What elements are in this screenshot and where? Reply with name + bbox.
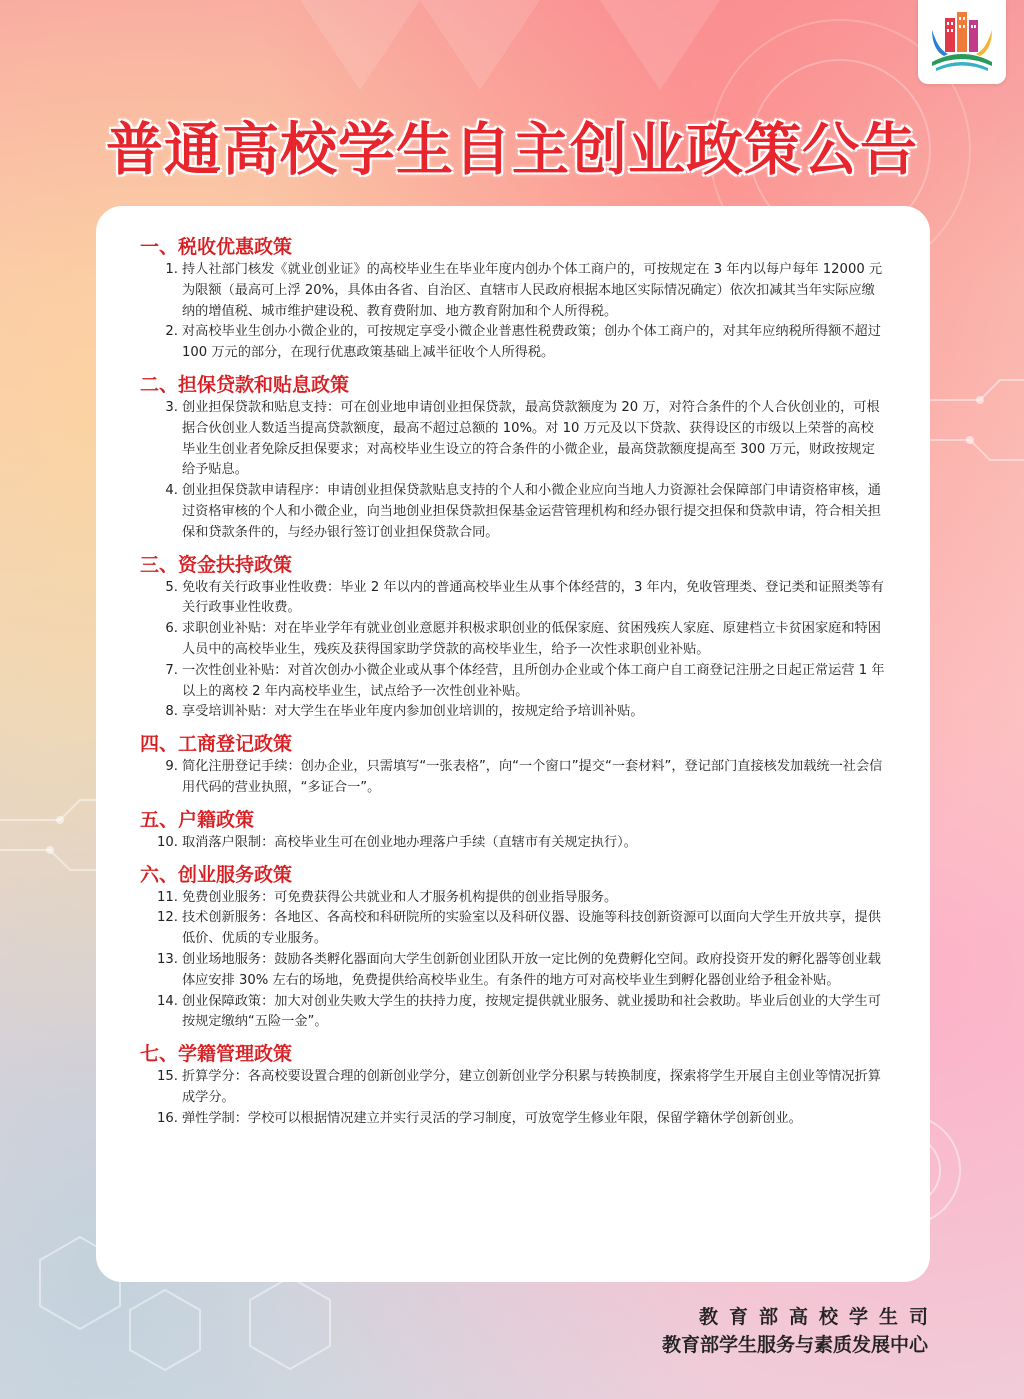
policy-item [140, 888, 886, 909]
section-funding [140, 552, 886, 724]
item-number: 14. [157, 993, 178, 1009]
item-text: 取消落户限制：高校毕业生可在创业地办理落户手续（直辖市有关规定执行）。 [182, 834, 637, 850]
policy-item [140, 619, 886, 661]
item-text: 持人社部门核发《就业创业证》的高校毕业生在毕业年度内创办个体工商户的，可按规定在 3 年内以每户每年 12000 元为限额（最高可上浮 20%，具体由各省、自治区、直辖市人民政府根据本地区实际情况确定）依次扣减其当年实际应缴纳的增值税、城市维护建设税、教育费附加、地方教育附加和个人所得税。 [182, 262, 883, 319]
policy-item [140, 260, 886, 322]
item-text: 一次性创业补贴：对首次创办小微企业或从事个体经营，且所创办企业或个体工商户自工商登记注册之日起正常运营 1 年以上的离校 2 年内高校毕业生，试点给予一次性创业补贴。 [182, 662, 885, 699]
item-text: 免收有关行政事业性收费：毕业 2 年以内的普通高校毕业生从事个体经营的，3 年内，免收管理类、登记类和证照类等有关行政事业性收费。 [182, 579, 884, 616]
item-number: 7. [165, 662, 178, 678]
policy-item [140, 661, 886, 703]
section-title: 一、税收优惠政策 [140, 236, 293, 258]
item-text: 求职创业补贴：对在毕业学年有就业创业意愿并积极求职创业的低保家庭、贫困残疾人家庭、原建档立卡贫困家庭和特困人员中的高校毕业生，残疾及获得国家助学贷款的高校毕业生，给予一次性求职创业补贴。 [182, 621, 881, 657]
policy-item [140, 398, 886, 481]
item-number: 11. [157, 889, 178, 905]
item-text: 简化注册登记手续：创办企业，只需填写“一张表格”，向“一个窗口”提交“一套材料”，登记部门直接核发加载统一社会信用代码的营业执照，“多证合一”。 [182, 759, 883, 795]
page-title: 普通高校学生自主创业政策公告 [106, 117, 918, 183]
item-text: 创业场地服务：鼓励各类孵化器面向大学生创新创业团队开放一定比例的免费孵化空间。政府投资开发的孵化器等创业载体应安排 30% 左右的场地，免费提供给高校毕业生。有条件的地方可对高校毕业生到孵化器创业给予租金补贴。 [182, 951, 881, 988]
policy-item [140, 950, 886, 992]
item-text: 享受培训补贴：对大学生在毕业年度内参加创业培训的，按规定给予培训补贴。 [182, 704, 644, 720]
policy-item [140, 1067, 886, 1109]
section-title: 四、工商登记政策 [140, 733, 293, 756]
item-text: 创业担保贷款申请程序：申请创业担保贷款贴息支持的个人和小微企业应向当地人力资源社会保障部门申请资格审核，通过资格审核的个人和小微企业，向当地创业担保贷款担保基金运营管理机构和经办银行提交担保和贷款申请，符合相关担保和贷款条件的，与经办银行签订创业担保贷款合同。 [182, 483, 881, 540]
policy-item [140, 322, 886, 364]
logo [918, 0, 1006, 84]
item-text: 创业保障政策：加大对创业失败大学生的扶持力度，按规定提供就业服务、就业援助和社会救助。毕业后创业的大学生可按规定缴纳“五险一金”。 [182, 993, 881, 1030]
item-text: 折算学分：各高校要设置合理的创新创业学分，建立创新创业学分积累与转换制度，探索将学生开展自主创业等情况折算成学分。 [182, 1069, 881, 1105]
section-title: 六、创业服务政策 [140, 863, 293, 886]
item-number: 4. [165, 483, 178, 499]
item-number: 12. [157, 910, 178, 926]
item-number: 10. [157, 834, 178, 850]
issuer-center: 教育部学生服务与素质发展中心 [661, 1334, 928, 1356]
city-logo-icon [918, 0, 1006, 84]
item-text: 对高校毕业生创办小微企业的，可按规定享受小微企业普惠性税费政策；创办个体工商户的，对其年应纳税所得额不超过 100 万元的部分，在现行优惠政策基础上减半征收个人所得税。 [182, 324, 881, 361]
section-academic [140, 1041, 886, 1129]
policy-item [140, 1109, 886, 1130]
item-number: 8. [165, 704, 178, 720]
section-loan [140, 372, 886, 544]
item-text: 技术创新服务：各地区、各高校和科研院所的实验室以及科研仪器、设施等科技创新资源可以面向大学生开放共享，提供低价、优质的专业服务。 [182, 910, 881, 947]
item-number: 6. [165, 621, 178, 637]
section-title: 五、户籍政策 [140, 808, 255, 831]
item-number: 5. [165, 579, 178, 595]
item-number: 9. [165, 759, 178, 775]
policy-item [140, 833, 886, 854]
section-title: 七、学籍管理政策 [140, 1043, 293, 1066]
issuer-department: 教育部高校学生司 [698, 1306, 939, 1328]
item-number: 1. [165, 262, 178, 277]
section-services [140, 862, 886, 1034]
item-text: 弹性学制：学校可以根据情况建立并实行灵活的学习制度，可放宽学生修业年限，保留学籍休学创新创业。 [182, 1110, 802, 1126]
item-text: 创业担保贷款和贴息支持：可在创业地申请创业担保贷款，最高贷款额度为 20 万，对符合条件的个人合伙创业的，可根据合伙创业人数适当提高贷款额度，最高不超过总额的 10%。对 10 万元及以下贷款、获得设区的市级以上荣誉的高校毕业生创业者免除反担保要求；对高校毕业生设立的符合条件的小微企业，最高贷款额度提高至 300 万元，财政按规定给予贴息。 [182, 399, 880, 478]
policy-item [140, 992, 886, 1034]
item-number: 3. [165, 399, 178, 415]
item-number: 13. [157, 951, 178, 967]
item-number: 2. [165, 324, 178, 340]
item-number: 16. [157, 1110, 178, 1126]
section-tax [140, 234, 886, 364]
policy-item [140, 908, 886, 950]
section-registration [140, 731, 886, 799]
policy-item [140, 757, 886, 799]
content-panel [96, 206, 930, 1282]
section-household [140, 807, 886, 854]
policy-item [140, 578, 886, 620]
section-title: 三、资金扶持政策 [140, 553, 293, 576]
policy-item [140, 702, 886, 723]
section-title: 二、担保贷款和贴息政策 [140, 373, 350, 396]
item-number: 15. [157, 1069, 178, 1085]
item-text: 免费创业服务：可免费获得公共就业和人才服务机构提供的创业指导服务。 [182, 889, 618, 905]
policy-item [140, 481, 886, 543]
